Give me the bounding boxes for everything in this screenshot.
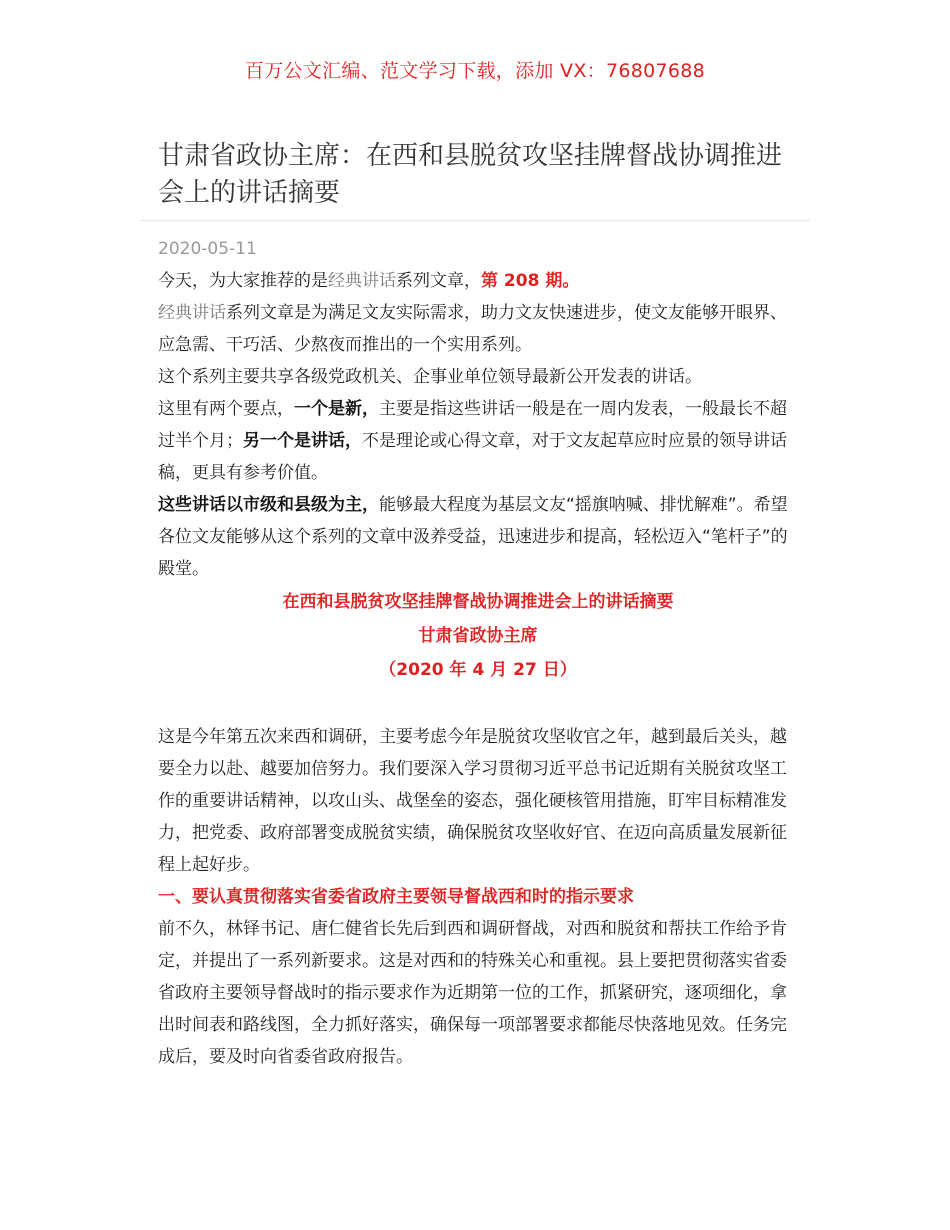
intro-paragraph-3: 这个系列主要共享各级党政机关、企事业单位领导最新公开发表的讲话。 — [158, 367, 702, 387]
intro-paragraph-2 — [158, 297, 798, 361]
series-name: 经典讲话 — [328, 271, 396, 291]
article-title: 甘肃省政协主席：在西和县脱贫攻坚挂牌督战协调推进会上的讲话摘要 — [158, 141, 783, 208]
speech-paragraph-1: 这是今年第五次来西和调研，主要考虑今年是脱贫攻坚收官之年，越到最后关头，越要全力以赴、越要加倍努力。我们要深入学习贯彻习近平总书记近期有关脱贫攻坚工作的重要讲话精神，以攻山头、战堡垒的姿态，强化硬核管用措施，盯牢目标精准发力，把党委、政府部署变成脱贫实绩，确保脱贫攻坚收好官、在迈向高质量发展新征程上起好步。 — [158, 727, 787, 875]
intro-paragraph-5 — [158, 489, 798, 585]
speech-paragraph-2: 前不久，林铎书记、唐仁健省长先后到西和调研督战，对西和脱贫和帮扶工作给予肯定，并提出了一系列新要求。这是对西和的特殊关心和重视。县上要把贯彻落实省委省政府主要领导督战时的指示要求作为近期第一位的工作，抓紧研究，逐项细化，拿出时间表和路线图，全力抓好落实，确保每一项部署要求都能尽快落地见效。任务完成后，要及时向省委省政府报告。 — [158, 919, 787, 1067]
header-ad-banner: 百万公文汇编、范文学习下载，添加 VX：76807688 — [244, 60, 706, 82]
spacer — [158, 687, 798, 721]
article-body — [158, 265, 798, 1073]
intro-text: 今天，为大家推荐的是 — [158, 271, 328, 291]
article-date: 2020-05-11 — [158, 239, 257, 259]
intro-text: 这里有两个要点， — [158, 399, 294, 419]
intro-text: 系列文章， — [396, 271, 481, 291]
intro-text: 能够最大程度为基层文友“摇旗呐喊、排忧解难”。希望各位文友能够从这个系列的文章中汲养受益，迅速进步和提高，轻松迈入“笔杆子”的殿堂。 — [158, 495, 788, 579]
issue-number: 第 208 期。 — [481, 271, 580, 291]
intro-text: 不是理论或心得文章，对于文友起草应时应景的领导讲话稿，更具有参考价值。 — [158, 431, 787, 483]
speech-speaker: 甘肃省政协主席 — [418, 626, 538, 646]
series-name: 经典讲话 — [158, 303, 226, 323]
speech-date: （2020 年 4 月 27 日） — [379, 660, 577, 680]
speech-title: 在西和县脱贫攻坚挂牌督战协调推进会上的讲话摘要 — [282, 592, 674, 612]
intro-text: 系列文章是为满足文友实际需求，助力文友快速进步，使文友能够开眼界、应急需、干巧活、少熬夜而推出的一个实用系列。 — [158, 303, 787, 355]
intro-paragraph-1 — [158, 265, 798, 297]
title-divider — [140, 220, 810, 221]
intro-text: 主要是指这些讲话一般是在一周内发表，一般最长不超过半个月； — [158, 399, 787, 451]
key-point-2: 另一个是讲话， — [243, 431, 362, 451]
intro-paragraph-4 — [158, 393, 798, 489]
key-point-3: 这些讲话以市级和县级为主， — [158, 495, 379, 515]
key-point-1: 一个是新， — [294, 399, 379, 419]
section-heading-1: 一、要认真贯彻落实省委省政府主要领导督战西和时的指示要求 — [158, 887, 634, 907]
